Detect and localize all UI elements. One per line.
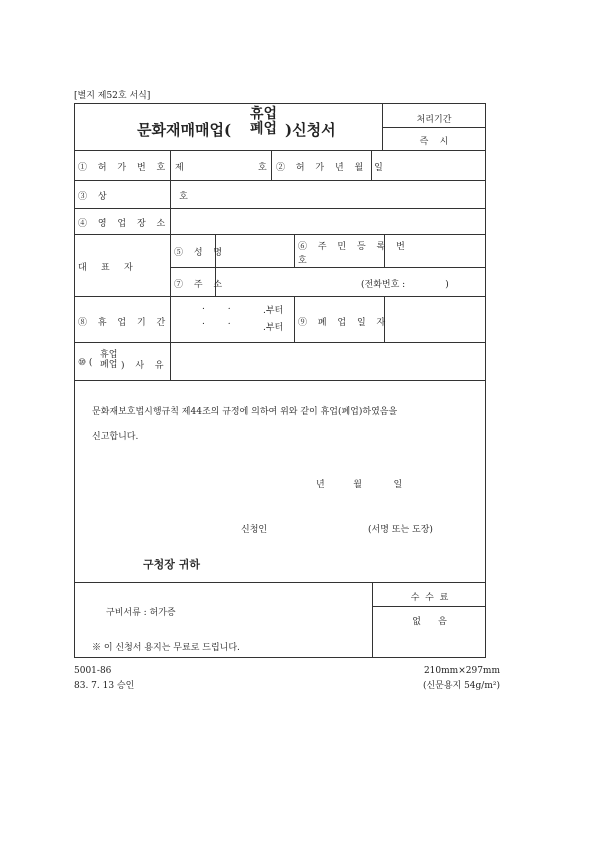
processing-divider — [382, 127, 486, 128]
period-from-suffix: .부터 — [263, 306, 284, 316]
form-number-label: [별지 제52호 서식] — [74, 91, 151, 101]
row-divider — [74, 380, 486, 381]
period-to-dots: . . — [202, 317, 231, 327]
fee-divider — [372, 606, 486, 607]
row-divider — [170, 267, 486, 268]
suspension-period-label: ⑧ 휴 업 기 간 — [78, 318, 170, 328]
column-divider — [271, 150, 272, 180]
closure-date-label: ⑨ 폐 업 일 자 — [298, 318, 390, 328]
approval-date: 83. 7. 13 승인 — [74, 681, 135, 691]
permit-number-suffix: 호 — [258, 163, 267, 173]
permit-date-label: ② 허 가 년 월 일 — [276, 163, 387, 173]
business-place-field[interactable] — [171, 209, 485, 233]
business-place-label: ④ 영 업 장 소 — [78, 219, 170, 229]
required-documents: 구비서류 : 허가증 — [106, 608, 176, 618]
application-date: 년 월 일 — [316, 480, 403, 490]
reason-field[interactable] — [171, 343, 485, 379]
resident-number-label: ⑥ 주 민 등 록 번 — [298, 242, 409, 252]
trade-name-label: ③ 상 호 — [78, 192, 192, 202]
resident-number-label-cont: 호 — [298, 256, 307, 266]
name-label: ⑤ 성 명 — [174, 248, 227, 258]
fee-label: 수 수 료 — [410, 593, 449, 603]
resident-number-field[interactable] — [385, 235, 485, 266]
closure-date-field[interactable] — [385, 297, 485, 341]
addressee: 구청장 귀하 — [143, 558, 200, 571]
permit-number-label: ① 허 가 번 호 — [78, 163, 170, 173]
reason-alt-close: 폐업 — [100, 359, 118, 370]
reason-alt-suspend: 휴업 — [100, 350, 118, 360]
permit-number-prefix: 제 — [175, 163, 184, 173]
address-label: ⑦ 주 소 — [174, 280, 227, 290]
statement-line-2: 신고합니다. — [92, 432, 139, 442]
title-prefix: 문화재매매업( — [137, 121, 232, 139]
representative-label: 대 표 자 — [78, 263, 133, 273]
form-title — [137, 106, 357, 143]
free-form-note: ※ 이 신청서 용지는 무료로 드립니다. — [92, 643, 240, 653]
title-alt-suspend: 휴업 — [250, 106, 278, 122]
paper-size: 210mm×297mm — [423, 666, 500, 676]
statement-line-1: 문화재보호법시행규칙 제44조의 규정에 의하여 위와 같이 휴업(폐업)하였음을 — [92, 407, 398, 417]
paper-spec: (신문용지 54g/m²) — [422, 681, 500, 691]
fee-value: 없 음 — [412, 617, 447, 627]
name-field[interactable] — [216, 235, 293, 266]
column-divider — [294, 296, 295, 342]
signature-label: (서명 또는 도장) — [368, 525, 433, 535]
column-divider — [294, 234, 295, 267]
reason-number: ⑩ ( — [78, 358, 93, 368]
period-from-dots: . . — [202, 302, 231, 312]
processing-period-label: 처리기간 — [416, 115, 452, 125]
title-suffix: )신청서 — [285, 121, 336, 139]
fee-row-divider — [74, 582, 486, 583]
trade-name-field[interactable] — [171, 181, 485, 207]
form-code: 5001-86 — [74, 666, 112, 676]
processing-period-value: 즉 시 — [419, 137, 449, 147]
applicant-label: 신청인 — [241, 525, 268, 535]
permit-date-field[interactable] — [372, 151, 485, 179]
reason-alternatives — [100, 351, 117, 371]
title-alt-close: 폐업 — [250, 121, 278, 138]
period-to-suffix: .부터 — [263, 323, 284, 333]
reason-suffix: ) 사 유 — [121, 361, 168, 371]
title-alternatives — [250, 107, 277, 138]
phone-label: (전화번호 : ) — [361, 280, 449, 290]
